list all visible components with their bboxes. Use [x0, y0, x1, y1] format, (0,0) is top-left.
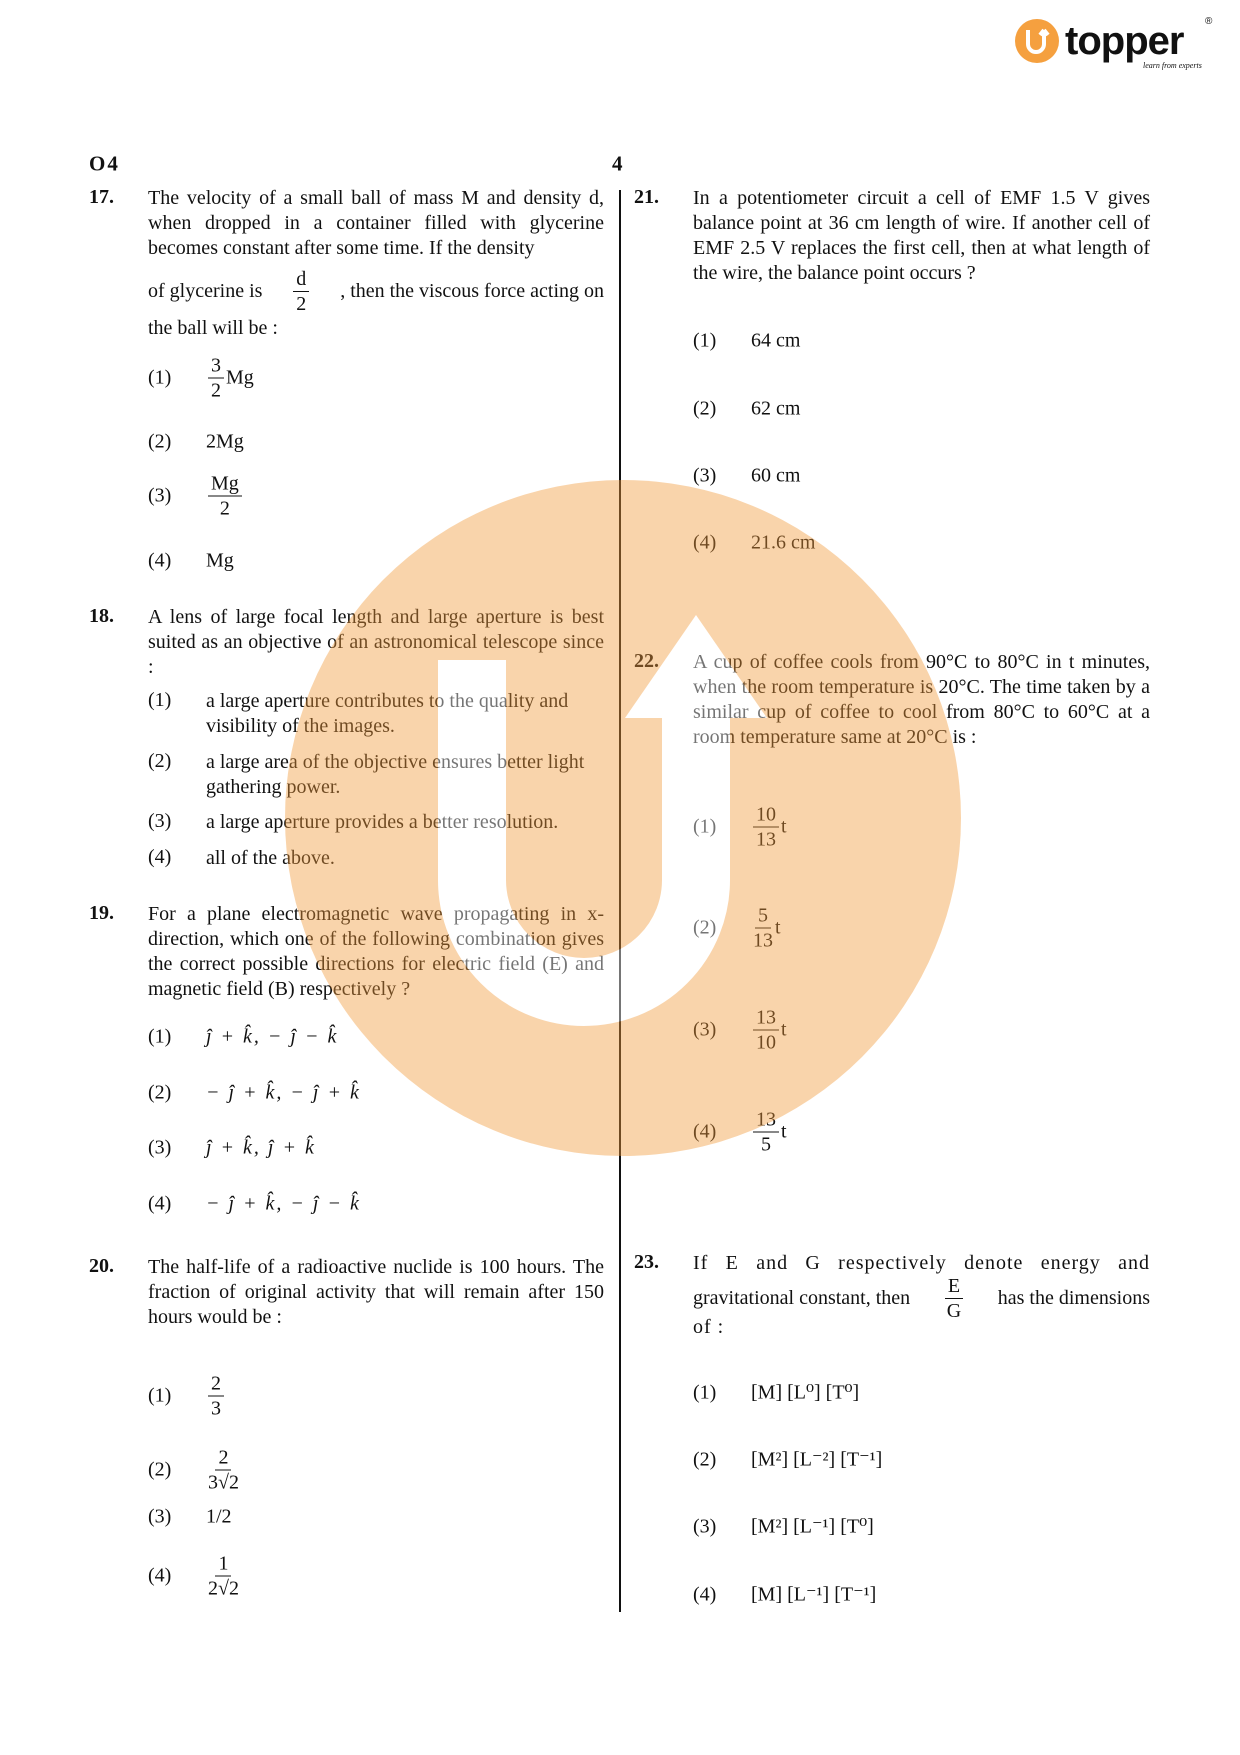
- option-2[interactable]: [148, 750, 604, 800]
- option-text: [M] [L⁻¹] [T⁻¹]: [751, 1583, 877, 1606]
- option-label: (2): [693, 397, 717, 420]
- option-2[interactable]: [693, 904, 781, 953]
- fraction: [208, 472, 242, 521]
- numerator: 1: [215, 1552, 231, 1577]
- option-text: a large aperture provides a better resolution.: [206, 811, 559, 833]
- option-4[interactable]: [148, 846, 604, 871]
- question-number: 17.: [89, 186, 114, 208]
- option-4[interactable]: [148, 1552, 241, 1601]
- option-label: (3): [148, 484, 172, 507]
- question-number: 23.: [634, 1251, 659, 1273]
- question-21-text: In a potentiometer circuit a cell of EMF 1.5 V gives balance point at 36 cm length of wire. If another cell of EMF 2.5 V replaces the first cell, then at what length of the wire, the balance point occurs ?: [693, 187, 1150, 284]
- question-text: The velocity of a small ball of mass M and density d, when dropped in a container filled with glycerine becomes constant after some time. If the density: [148, 187, 604, 259]
- option-2[interactable]: [693, 1448, 882, 1473]
- option-text: 64 cm: [751, 329, 801, 352]
- question-23-text: [693, 1251, 1150, 1340]
- option-text: − ĵ + k̂, − ĵ + k̂: [206, 1081, 361, 1104]
- numerator: Mg: [208, 472, 242, 497]
- question-18-text: A lens of large focal length and large aperture is best suited as an objective of an astronomical telescope since :: [148, 606, 604, 678]
- option-text: Mg: [226, 366, 254, 389]
- option-3[interactable]: [693, 1515, 874, 1540]
- numerator: 13: [753, 1006, 779, 1031]
- question-19-text: For a plane electromagnetic wave propagating in x-direction, which one of the following combination gives the correct possible directions for electric field (E) and magnetic field (B) respectively ?: [148, 903, 604, 1000]
- option-label: (3): [693, 464, 717, 487]
- fraction: [293, 267, 309, 316]
- fraction: [753, 1108, 779, 1157]
- option-3[interactable]: [148, 810, 618, 835]
- topper-logo: [1015, 14, 1215, 74]
- option-4[interactable]: [148, 549, 234, 574]
- fraction: [208, 1446, 239, 1495]
- option-text: 1/2: [206, 1505, 232, 1528]
- fraction: [753, 1006, 779, 1055]
- option-label: (1): [693, 1381, 717, 1404]
- question-text: of glycerine is: [148, 280, 263, 302]
- fraction: [753, 803, 779, 852]
- option-text: [M²] [L⁻¹] [T⁰]: [751, 1515, 874, 1538]
- option-label: (1): [148, 1384, 172, 1407]
- denominator: 2: [296, 293, 307, 315]
- page-number: 4: [612, 151, 623, 176]
- option-label: (2): [148, 430, 172, 453]
- option-text: t: [781, 1120, 787, 1143]
- numerator: d: [293, 267, 309, 292]
- option-3[interactable]: [148, 1136, 316, 1161]
- fraction: [208, 1372, 224, 1421]
- denominator: 5: [761, 1133, 771, 1156]
- option-2[interactable]: [148, 1446, 241, 1495]
- numerator: 5: [755, 904, 771, 929]
- question-text: gravitational constant, then: [693, 1287, 911, 1309]
- option-2[interactable]: [693, 397, 800, 422]
- option-2[interactable]: [148, 1081, 361, 1106]
- option-1[interactable]: [693, 803, 787, 852]
- option-label: (1): [693, 815, 717, 838]
- option-text: [M] [L⁰] [T⁰]: [751, 1381, 860, 1404]
- option-1[interactable]: [693, 1381, 859, 1406]
- option-3[interactable]: [148, 1505, 232, 1530]
- option-label: (4): [693, 1583, 717, 1606]
- denominator: 2: [211, 379, 221, 402]
- option-text: t: [775, 916, 781, 939]
- option-text: − ĵ + k̂, − ĵ − k̂: [206, 1192, 361, 1215]
- option-3[interactable]: [693, 464, 800, 489]
- question-20-text: The half-life of a radioactive nuclide is 100 hours. The fraction of original activity that will remain after 150 hours would be :: [148, 1256, 604, 1328]
- denominator: 13: [753, 929, 773, 952]
- denominator: G: [946, 1300, 962, 1322]
- option-label: (4): [148, 1564, 172, 1587]
- option-1[interactable]: [148, 1025, 338, 1050]
- option-1[interactable]: [148, 354, 254, 403]
- column-divider: [619, 190, 621, 1612]
- denominator: 2: [219, 497, 230, 520]
- option-3[interactable]: [693, 1006, 787, 1055]
- option-text: 60 cm: [751, 464, 801, 487]
- fraction: [753, 904, 773, 953]
- denominator: 3: [211, 1397, 221, 1420]
- option-text: 62 cm: [751, 397, 801, 420]
- numerator: 2: [215, 1446, 231, 1471]
- option-text: [M²] [L⁻²] [T⁻¹]: [751, 1448, 883, 1471]
- option-1[interactable]: [693, 329, 800, 354]
- option-text: a large aperture contributes to the quality and visibility of the images.: [206, 690, 569, 737]
- denominator: 13: [756, 828, 776, 851]
- question-text: If E and G respectively denote energy and: [693, 1252, 1150, 1274]
- option-1[interactable]: [148, 689, 604, 739]
- question-text: , then the viscous force acting on: [340, 280, 604, 302]
- option-text: a large area of the objective ensures better light gathering power.: [206, 751, 585, 798]
- option-3[interactable]: [148, 472, 244, 521]
- option-label: (2): [148, 1081, 172, 1104]
- option-label: (3): [148, 1136, 172, 1159]
- numerator: 2: [208, 1372, 224, 1397]
- question-17-text: [148, 186, 604, 341]
- numerator: 10: [753, 803, 779, 828]
- question-number: 18.: [89, 605, 114, 627]
- option-text: 21.6 cm: [751, 531, 816, 554]
- option-label: (4): [148, 549, 172, 572]
- svg-text:topper: topper: [1065, 19, 1184, 63]
- question-number: 19.: [89, 902, 114, 924]
- question-text: of :: [693, 1316, 725, 1338]
- option-label: (4): [693, 531, 717, 554]
- option-text: all of the above.: [206, 847, 335, 869]
- option-text: ĵ + k̂, − ĵ − k̂: [206, 1025, 339, 1048]
- option-4[interactable]: [693, 1583, 876, 1608]
- option-4[interactable]: [693, 531, 815, 556]
- option-text: Mg: [206, 549, 234, 572]
- option-label: (2): [148, 1458, 172, 1481]
- option-label: (2): [693, 916, 717, 939]
- option-label: (4): [148, 846, 172, 868]
- option-text: ĵ + k̂, ĵ + k̂: [206, 1136, 316, 1159]
- option-label: (3): [148, 810, 172, 832]
- denominator: 10: [756, 1031, 776, 1054]
- option-label: (4): [693, 1120, 717, 1143]
- svg-text:learn from experts: learn from experts: [1143, 61, 1202, 70]
- question-22-text: A cup of coffee cools from 90°C to 80°C in t minutes, when the room temperature is 20°C. The time taken by a similar cup of coffee to cool from 80°C to 60°C at a room temperature same at 20°C is :: [693, 651, 1150, 748]
- option-label: (3): [148, 1505, 172, 1528]
- option-2[interactable]: [148, 430, 244, 455]
- option-text: t: [781, 815, 787, 838]
- option-label: (3): [693, 1018, 717, 1041]
- topper-logo-mark: [1015, 14, 1215, 74]
- option-text: t: [781, 1018, 787, 1041]
- question-text: the ball will be :: [148, 317, 278, 339]
- denominator: 3√2: [208, 1471, 239, 1494]
- numerator: 3: [208, 354, 224, 379]
- question-text: has the dimensions: [997, 1287, 1150, 1309]
- option-label: (3): [693, 1515, 717, 1538]
- question-number: 20.: [89, 1255, 114, 1277]
- numerator: 13: [753, 1108, 779, 1133]
- option-1[interactable]: [148, 1372, 226, 1421]
- svg-text:®: ®: [1205, 16, 1213, 27]
- option-4[interactable]: [148, 1192, 361, 1217]
- option-text: 2Mg: [206, 430, 244, 453]
- option-label: (1): [148, 1025, 172, 1048]
- option-label: (1): [693, 329, 717, 352]
- fraction: [945, 1274, 963, 1323]
- denominator: 2√2: [208, 1577, 239, 1600]
- option-label: (2): [693, 1448, 717, 1471]
- option-label: (1): [148, 366, 172, 389]
- numerator: E: [945, 1274, 963, 1299]
- option-4[interactable]: [693, 1108, 787, 1157]
- fraction: [208, 354, 224, 403]
- option-label: (4): [148, 1192, 172, 1215]
- question-number: 22.: [634, 650, 659, 672]
- question-number: 21.: [634, 186, 659, 208]
- option-label: (2): [148, 750, 172, 772]
- paper-code: O4: [89, 151, 120, 176]
- fraction: [208, 1552, 239, 1601]
- option-label: (1): [148, 689, 172, 711]
